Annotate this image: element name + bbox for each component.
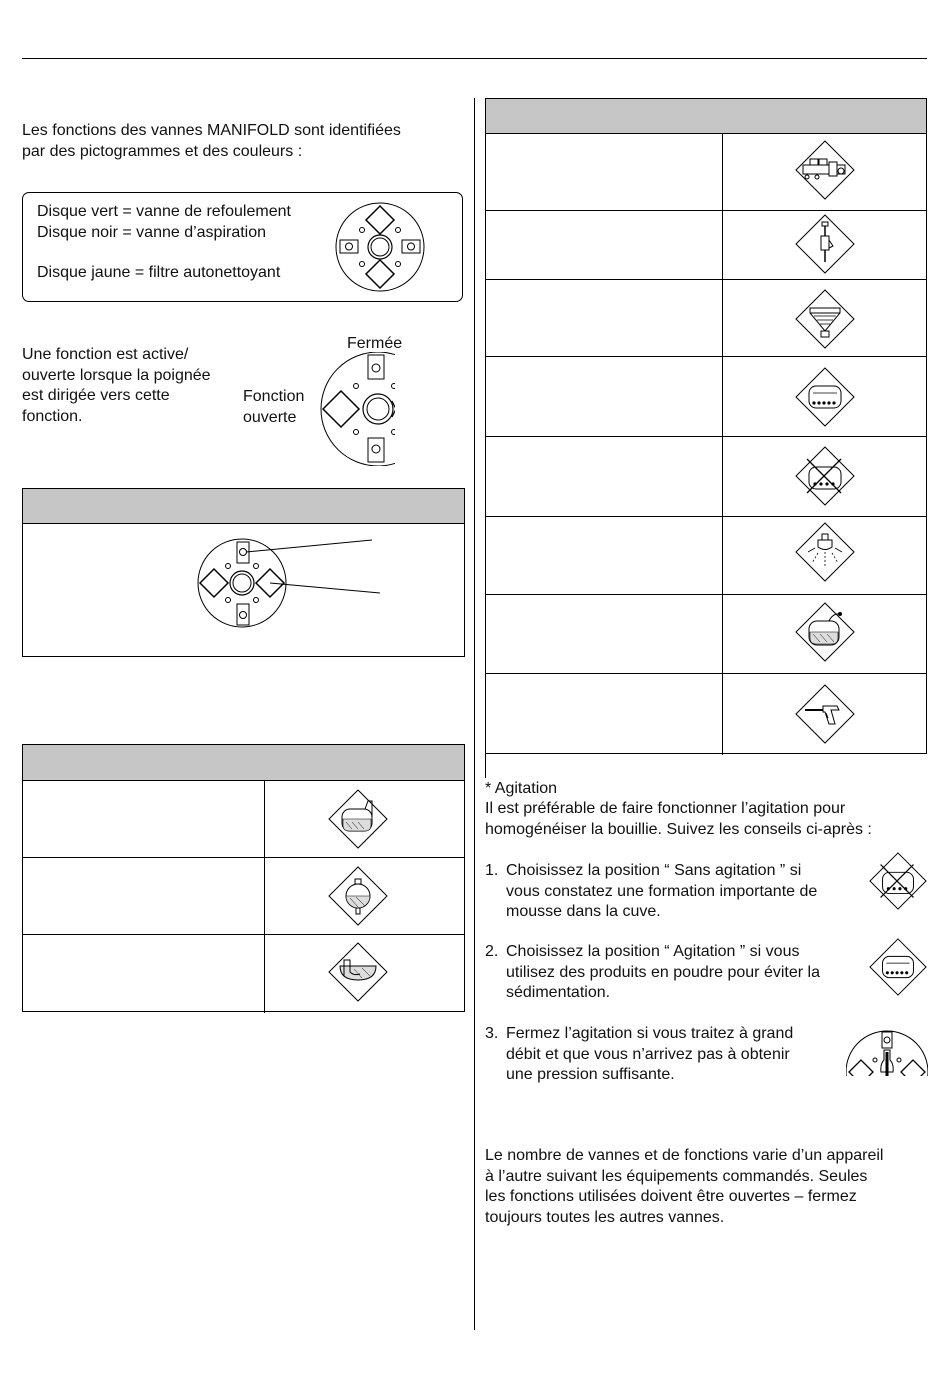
boom-sections-icon — [795, 140, 855, 200]
list-item-number: 1. — [485, 862, 499, 879]
main-tank-icon — [328, 789, 388, 849]
table-header — [486, 99, 926, 134]
no-agitation-icon — [869, 852, 927, 910]
list-item-number: 3. — [485, 1025, 499, 1042]
agitation-intro: Il est préférable de faire fonctionner l’agitation pour homogénéiser la bouillie. Suivez les conseils ci-après : — [485, 800, 872, 838]
suction-functions-table — [22, 744, 465, 1012]
top-rule — [22, 58, 927, 59]
closed-label: Fermée — [347, 335, 403, 352]
green-disc-label: Disque vert = vanne de refoulement — [37, 203, 291, 220]
valve-handle-diagram-icon — [318, 352, 398, 466]
table-header — [23, 489, 464, 524]
valve-layout-diagram — [196, 538, 386, 630]
agitation-title: * Agitation — [485, 780, 558, 797]
intro-text: Les fonctions des vannes MANIFOLD sont identifiées par des pictogrammes et des couleurs : — [22, 122, 401, 160]
yellow-disc-label: Disque jaune = filtre autonettoyant — [37, 264, 281, 281]
list-item-number: 2. — [485, 943, 499, 960]
chemical-inductor-icon — [328, 942, 388, 1002]
table-header — [23, 745, 464, 781]
list-item: Fermez l’agitation si vous traitez à grand débit et que vous n’arrivez pas à obtenir une pression suffisante. — [506, 1025, 794, 1083]
manifold-valve-icon — [335, 202, 425, 292]
agitation-icon — [795, 367, 855, 427]
no-agitation-icon — [795, 446, 855, 506]
list-item: Choisissez la position “ Sans agitation ” si vous constatez une formation importante de mousse dans la cuve. — [506, 862, 818, 920]
agitation-icon — [869, 938, 927, 996]
valves-note: Le nombre de vannes et de fonctions varie d’un appareil à l’autre suivant les équipements commandés. Seules les fonctions utilisées doivent être ouvertes – fermez toujours toutes les autres vannes. — [485, 1147, 884, 1226]
black-disc-label: Disque noir = vanne d’aspiration — [37, 224, 267, 241]
self-cleaning-filter-icon — [795, 289, 855, 349]
table-edge-extension — [485, 754, 486, 778]
rinse-tank-icon — [328, 866, 388, 926]
closed-agitation-valve-icon — [846, 1026, 928, 1078]
open-function-label: Fonction ouverte — [243, 388, 305, 426]
hand-lance-icon — [795, 214, 855, 274]
rinse-nozzle-icon — [795, 522, 855, 582]
function-active-text: Une fonction est active/ ouverte lorsque la poignée est dirigée vers cette fonction. — [22, 346, 211, 425]
column-separator — [474, 98, 475, 1330]
list-item: Choisissez la position “ Agitation ” si vous utilisez des produits en poudre pour éviter la sédimentation. — [506, 943, 820, 1001]
pressure-functions-table — [485, 98, 927, 754]
spray-gun-icon — [795, 684, 855, 744]
tank-fill-icon — [795, 602, 855, 662]
